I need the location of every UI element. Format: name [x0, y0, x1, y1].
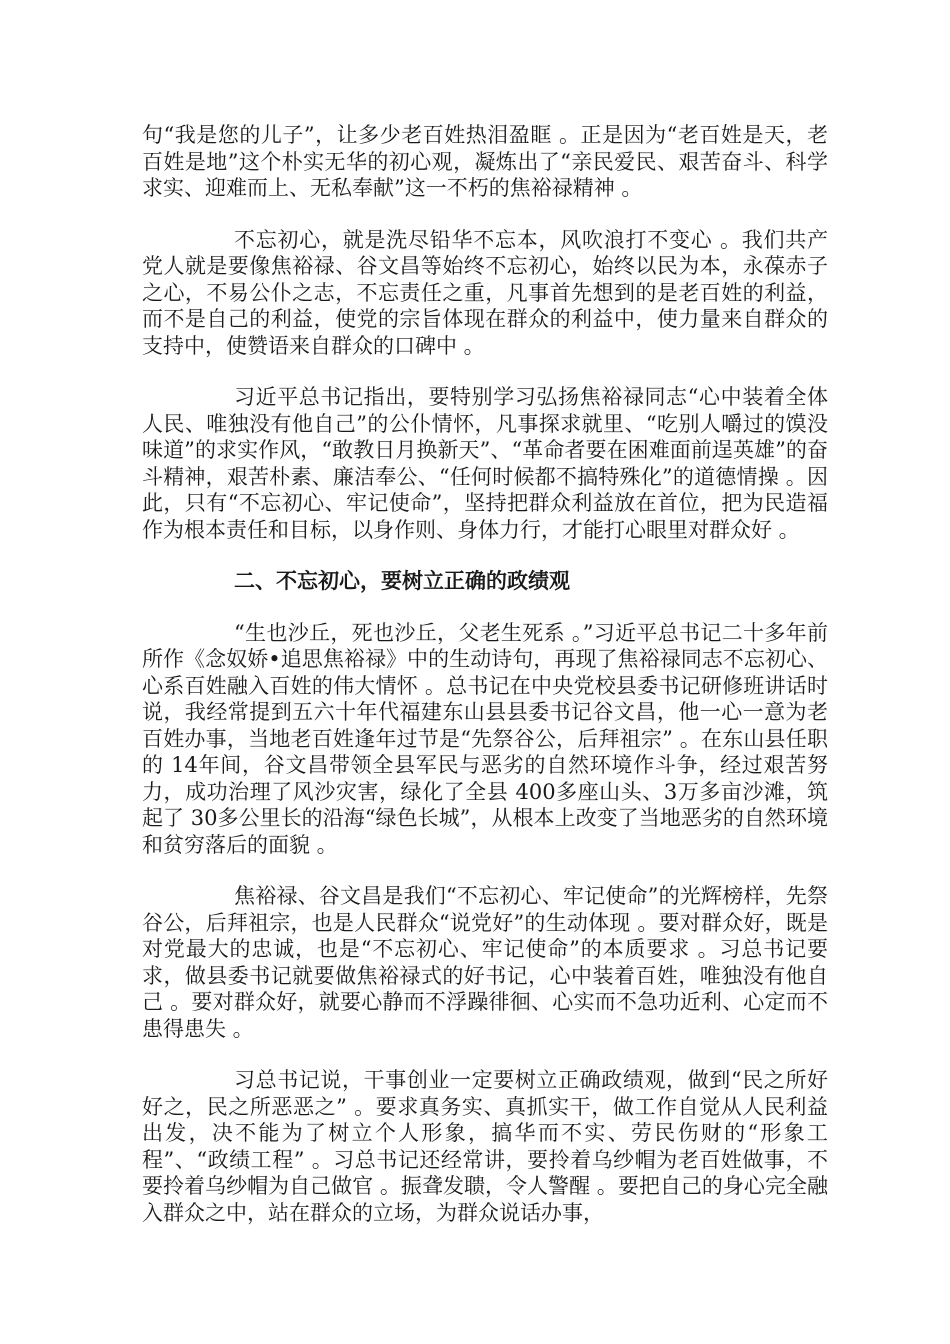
paragraph-4: “生也沙丘，死也沙丘，父老生死系 。”习近平总书记二十多年前所作《念奴娇•追思焦裕禄》中的生动诗句，再现了焦裕禄同志不忘初心、心系百姓融入百姓的伟大情怀 。总书记在中央党校县委书记研修班讲话时说，我经常提到五六十年代福建东山县县委书记谷文昌，他一心一意为老百姓办事，当地老百姓逢年过节是“先祭谷公，后拜祖宗” 。在东山县任职的 14年间，谷文昌带领全县军民与恶劣的自然环境作斗争，经过艰苦努力，成功治理了风沙灾害，绿化了全县 400多座山头、3万多亩沙滩，筑起了 30多公里长的沿海“绿色长城”，从根本上改变了当地恶劣的自然环境和贫穷落后的面貌 。	[142, 620, 828, 857]
paragraph-5: 焦裕禄、谷文昌是我们“不忘初心、牢记使命”的光辉榜样，先祭谷公，后拜祖宗，也是人民群众“说党好”的生动体现 。要对群众好，既是对党最大的忠诚，也是“不忘初心、牢记使命”的本质要求 。习总书记要求，做县委书记就要做焦裕禄式的好书记，心中装着百姓，唯独没有他自己 。要对群众好，就要心静而不浮躁徘徊、心实而不急功近利、心定而不患得患失 。	[142, 884, 828, 1041]
paragraph-1: 句“我是您的儿子”，让多少老百姓热泪盈眶 。正是因为“老百姓是天，老百姓是地”这个朴实无华的初心观，凝炼出了“亲民爱民、艰苦奋斗、科学求实、迎难而上、无私奉献”这一不朽的焦裕禄精神 。	[142, 123, 828, 200]
paragraph-2: 不忘初心，就是洗尽铅华不忘本，风吹浪打不变心 。我们共产党人就是要像焦裕禄、谷文昌等始终不忘初心，始终以民为本，永葆赤子之心，不易公仆之志，不忘责任之重，凡事首先想到的是老百姓的利益，而不是自己的利益，使党的宗旨体现在群众的利益中，使力量来自群众的支持中，使赞语来自群众的口碑中 。	[142, 227, 828, 358]
document-body	[142, 122, 828, 1251]
paragraph-3: 习近平总书记指出，要特别学习弘扬焦裕禄同志“心中装着全体人民、唯独没有他自己”的公仆情怀，凡事探求就里、“吃别人嚼过的馍没味道”的求实作风，“敢教日月换新天”、“革命者要在困难面前逞英雄”的奋斗精神，艰苦朴素、廉洁奉公、“任何时候都不搞特殊化”的道德情操 。因此，只有“不忘初心、牢记使命”，坚持把群众利益放在首位，把为民造福作为根本责任和目标，以身作则、身体力行，才能打心眼里对群众好 。	[142, 385, 828, 542]
paragraph-6: 习总书记说，干事创业一定要树立正确政绩观，做到“民之所好好之，民之所恶恶之” 。要求真务实、真抓实干，做工作自觉从人民利益出发，决不能为了树立个人形象，搞华而不实、劳民伤财的“形象工程”、“政绩工程” 。习总书记还经常讲，要拎着乌纱帽为老百姓做事，不要拎着乌纱帽为自己做官 。振聋发聩，令人警醒 。要把自己的身心完全融入群众之中，站在群众的立场，为群众说话办事，	[142, 1068, 828, 1225]
section-heading: 二、不忘初心，要树立正确的政绩观	[234, 569, 570, 593]
